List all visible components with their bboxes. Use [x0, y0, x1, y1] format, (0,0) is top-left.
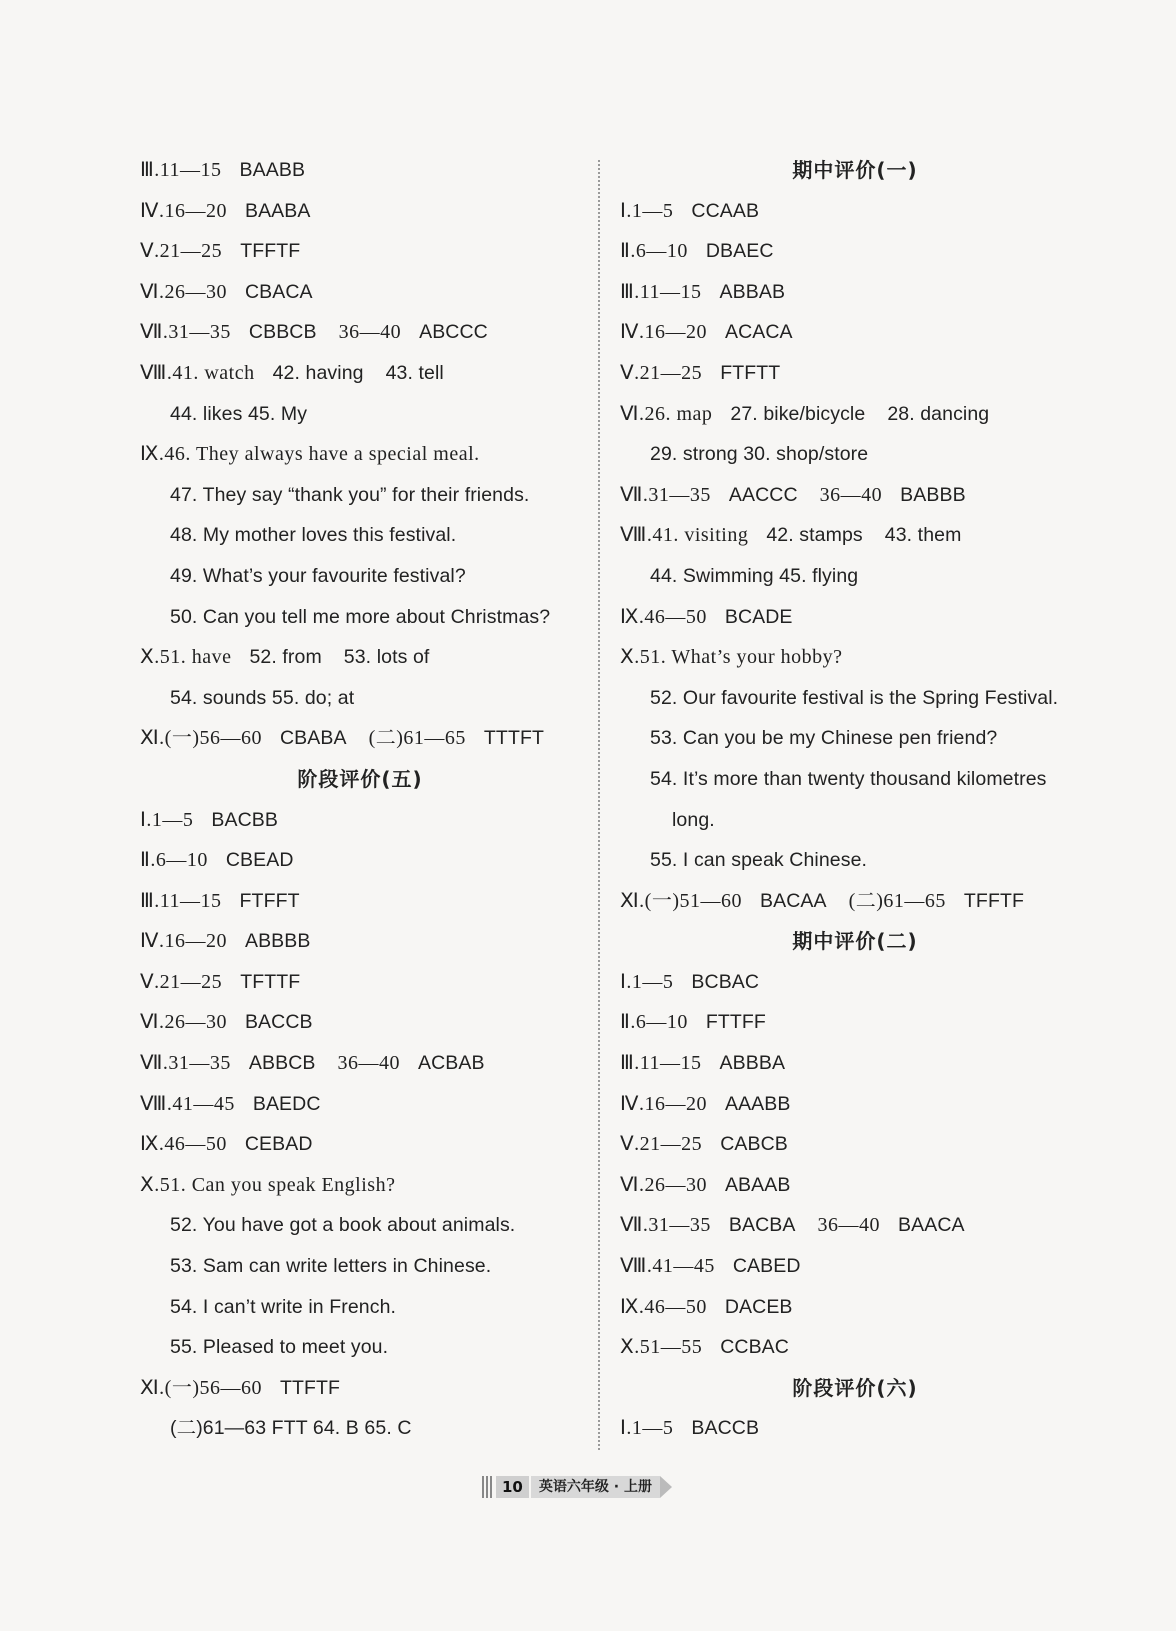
answer-value: CBACA — [244, 280, 313, 303]
question-range: Ⅵ.26—30 — [140, 280, 227, 303]
answer-line: 44. likes 45. My — [170, 402, 308, 425]
question-range: Ⅸ.46. They always have a special meal. — [140, 443, 480, 466]
answer-value: BACBA — [728, 1214, 796, 1237]
answer-value: 42. having — [272, 361, 364, 384]
answer-value: CEBAD — [244, 1133, 313, 1156]
answer-line — [620, 272, 1090, 313]
answer-line — [140, 1043, 580, 1084]
answer-line — [620, 353, 1090, 394]
question-range: Ⅺ.(一)56—60 — [140, 1376, 262, 1399]
answer-value: CBABA — [279, 727, 347, 750]
question-range: Ⅺ.(一)51—60 — [620, 889, 742, 912]
answer-value: 28. dancing — [887, 402, 990, 425]
answer-value: TTTFT — [483, 727, 544, 750]
question-range: (二)61—65 — [848, 889, 946, 912]
right-column — [620, 150, 1090, 1449]
answer-line — [140, 1165, 580, 1206]
footer-arrow-icon — [660, 1476, 672, 1498]
answer-line — [620, 231, 1090, 272]
answer-line — [140, 1002, 580, 1043]
question-range: Ⅹ.51. have — [140, 646, 232, 669]
answer-line — [140, 191, 580, 232]
answer-line: 54. I can’t write in French. — [170, 1295, 397, 1318]
answer-line: 48. My mother loves this festival. — [170, 524, 457, 547]
question-range: Ⅴ.21—25 — [620, 361, 703, 384]
answer-value: DBAEC — [705, 240, 774, 263]
answer-value: CCBAC — [720, 1336, 789, 1359]
question-range: Ⅹ.51—55 — [620, 1336, 703, 1359]
answer-value: ABAAB — [724, 1173, 791, 1196]
answer-value: CBEAD — [225, 849, 294, 872]
answer-value: FTTFF — [705, 1011, 766, 1034]
answer-line — [140, 840, 580, 881]
page-number: 10 — [496, 1476, 529, 1498]
answer-value: ABBBB — [244, 930, 311, 953]
answer-value: TFFTF — [963, 889, 1024, 912]
answer-line — [140, 1368, 580, 1409]
section-heading: 阶段评价(五) — [297, 766, 423, 791]
answer-line — [620, 1002, 1090, 1043]
question-range: Ⅹ.51. What’s your hobby? — [620, 646, 843, 669]
answer-value: BABBB — [900, 483, 966, 506]
footer-stripes — [482, 1476, 494, 1498]
answer-line — [620, 1084, 1090, 1125]
answer-line — [620, 1124, 1090, 1165]
answer-line — [140, 1084, 580, 1125]
answer-value: BACCB — [244, 1011, 313, 1034]
question-range: Ⅱ.6—10 — [620, 240, 688, 263]
answer-line — [620, 191, 1090, 232]
question-range: 36—40 — [817, 1214, 881, 1237]
question-range: Ⅳ.16—20 — [620, 1092, 707, 1115]
answer-line: (二)61—63 FTT 64. B 65. C — [170, 1417, 412, 1440]
answer-line — [140, 637, 580, 678]
question-range: Ⅸ.46—50 — [140, 1133, 227, 1156]
answer-line — [140, 272, 580, 313]
question-range: 36—40 — [337, 1052, 401, 1075]
answer-value: 43. tell — [385, 361, 444, 384]
answer-line — [620, 475, 1090, 516]
answer-value: ACACA — [724, 321, 793, 344]
answer-line: 52. Our favourite festival is the Spring Festival. — [650, 686, 1059, 709]
question-range: Ⅷ.41—45 — [140, 1092, 235, 1115]
answer-line: 54. It’s more than twenty thousand kilometres — [650, 767, 1047, 790]
question-range: 36—40 — [338, 321, 402, 344]
answer-value: BAABA — [244, 199, 311, 222]
answer-value: 42. stamps — [766, 524, 863, 547]
question-range: Ⅲ.11—15 — [620, 280, 702, 303]
answer-line: 50. Can you tell me more about Christmas? — [170, 605, 551, 628]
page-footer — [482, 1474, 672, 1500]
answer-value: BCADE — [724, 605, 793, 628]
answer-value: ABBBA — [719, 1052, 786, 1075]
section-heading: 期中评价(一) — [792, 158, 918, 182]
question-range: Ⅱ.6—10 — [140, 849, 208, 872]
answer-value: TFFTF — [240, 240, 301, 263]
question-range: Ⅷ.41—45 — [620, 1255, 715, 1278]
question-range: Ⅳ.16—20 — [140, 199, 227, 222]
answer-value: BACAA — [759, 889, 827, 912]
answer-value: AAABB — [724, 1092, 791, 1115]
column-divider — [598, 160, 600, 1450]
answer-line — [140, 800, 580, 841]
answer-line — [620, 394, 1090, 435]
question-range: Ⅸ.46—50 — [620, 605, 707, 628]
answer-value: CBBCB — [248, 321, 317, 344]
answer-line: 52. You have got a book about animals. — [170, 1214, 516, 1237]
question-range: Ⅷ.41. watch — [140, 361, 255, 384]
question-range: Ⅷ.41. visiting — [620, 524, 749, 547]
answer-value: FTFFT — [239, 889, 300, 912]
question-range: Ⅲ.11—15 — [620, 1052, 702, 1075]
answer-value: BACBB — [211, 808, 279, 831]
answer-value: ACBAB — [418, 1052, 485, 1075]
answer-value: 52. from — [249, 646, 322, 669]
question-range: Ⅶ.31—35 — [140, 1052, 231, 1075]
answer-value: DACEB — [724, 1295, 793, 1318]
answer-line: 29. strong 30. shop/store — [650, 443, 869, 466]
answer-line: 55. I can speak Chinese. — [650, 849, 868, 872]
book-label: 英语六年级 · 上册 — [531, 1476, 660, 1498]
question-range: Ⅶ.31—35 — [140, 321, 231, 344]
answer-line: 53. Can you be my Chinese pen friend? — [650, 727, 998, 750]
answer-line — [140, 718, 580, 759]
answer-line — [140, 881, 580, 922]
answer-line — [620, 881, 1090, 922]
answer-value: CCAAB — [691, 199, 760, 222]
question-range: Ⅸ.46—50 — [620, 1295, 707, 1318]
answer-line — [140, 231, 580, 272]
answer-value: BACCB — [691, 1417, 760, 1440]
question-range: Ⅶ.31—35 — [620, 483, 711, 506]
answer-line — [620, 1287, 1090, 1328]
answer-value: TFTTF — [240, 970, 301, 993]
answer-line — [620, 1165, 1090, 1206]
question-range: Ⅵ.26—30 — [140, 1011, 227, 1034]
answer-line — [620, 1408, 1090, 1449]
question-range: Ⅰ.1—5 — [620, 970, 674, 993]
answer-value: BAACA — [898, 1214, 965, 1237]
answer-line — [620, 312, 1090, 353]
answer-value: ABCCC — [419, 321, 488, 344]
answer-line — [620, 1246, 1090, 1287]
question-range: Ⅲ.11—15 — [140, 159, 222, 181]
left-column — [140, 150, 580, 1449]
section-heading: 阶段评价(六) — [792, 1375, 918, 1400]
answer-line: 54. sounds 55. do; at — [170, 686, 355, 709]
answer-value: BCBAC — [691, 970, 760, 993]
answer-value: ABBCB — [248, 1052, 316, 1075]
question-range: Ⅲ.11—15 — [140, 889, 222, 912]
answer-line: 53. Sam can write letters in Chinese. — [170, 1255, 492, 1278]
question-range: Ⅰ.1—5 — [140, 808, 194, 831]
question-range: Ⅴ.21—25 — [140, 970, 223, 993]
answer-value: 53. lots of — [343, 646, 430, 669]
question-range: Ⅱ.6—10 — [620, 1011, 688, 1034]
answer-line — [140, 353, 580, 394]
answer-line — [140, 312, 580, 353]
answer-line — [620, 637, 1090, 678]
question-range: Ⅴ.21—25 — [620, 1133, 703, 1156]
answer-line — [140, 921, 580, 962]
question-range: Ⅰ.1—5 — [620, 1417, 674, 1440]
question-range: Ⅵ.26—30 — [620, 1173, 707, 1196]
question-range: Ⅵ.26. map — [620, 402, 713, 425]
answer-line — [620, 1205, 1090, 1246]
question-range: Ⅳ.16—20 — [620, 321, 707, 344]
answer-line: 49. What’s your favourite festival? — [170, 564, 466, 587]
answer-line — [620, 1327, 1090, 1368]
answer-value: CABED — [732, 1255, 801, 1278]
question-range: Ⅰ.1—5 — [620, 199, 674, 222]
answer-value: 43. them — [884, 524, 962, 547]
section-heading: 期中评价(二) — [792, 929, 918, 954]
answer-line — [140, 1124, 580, 1165]
question-range: Ⅶ.31—35 — [620, 1214, 711, 1237]
answer-line — [140, 962, 580, 1003]
question-range: 36—40 — [819, 483, 883, 506]
answer-line — [140, 150, 580, 191]
answer-value: BAABB — [239, 159, 306, 181]
question-range: Ⅳ.16—20 — [140, 930, 227, 953]
answer-value: BAEDC — [252, 1092, 321, 1115]
answer-line — [620, 597, 1090, 638]
answer-value: TTFTF — [279, 1376, 341, 1399]
answer-value: AACCC — [728, 483, 798, 506]
answer-line — [140, 434, 580, 475]
answer-line: 44. Swimming 45. flying — [650, 564, 859, 587]
answer-line: 47. They say “thank you” for their friends. — [170, 483, 530, 506]
answer-value: CABCB — [720, 1133, 788, 1156]
answer-line: 55. Pleased to meet you. — [170, 1336, 389, 1359]
question-range: (二)61—65 — [368, 727, 466, 750]
question-range: Ⅺ.(一)56—60 — [140, 727, 262, 750]
answer-value: ABBAB — [719, 280, 786, 303]
answer-line: long. — [672, 808, 715, 831]
answer-value: FTFTT — [720, 361, 781, 384]
question-range: Ⅴ.21—25 — [140, 240, 223, 263]
answer-line — [620, 515, 1090, 556]
question-range: Ⅹ.51. Can you speak English? — [140, 1173, 396, 1196]
answer-value: 27. bike/bicycle — [730, 402, 866, 425]
answer-line — [620, 962, 1090, 1003]
answer-line — [620, 1043, 1090, 1084]
